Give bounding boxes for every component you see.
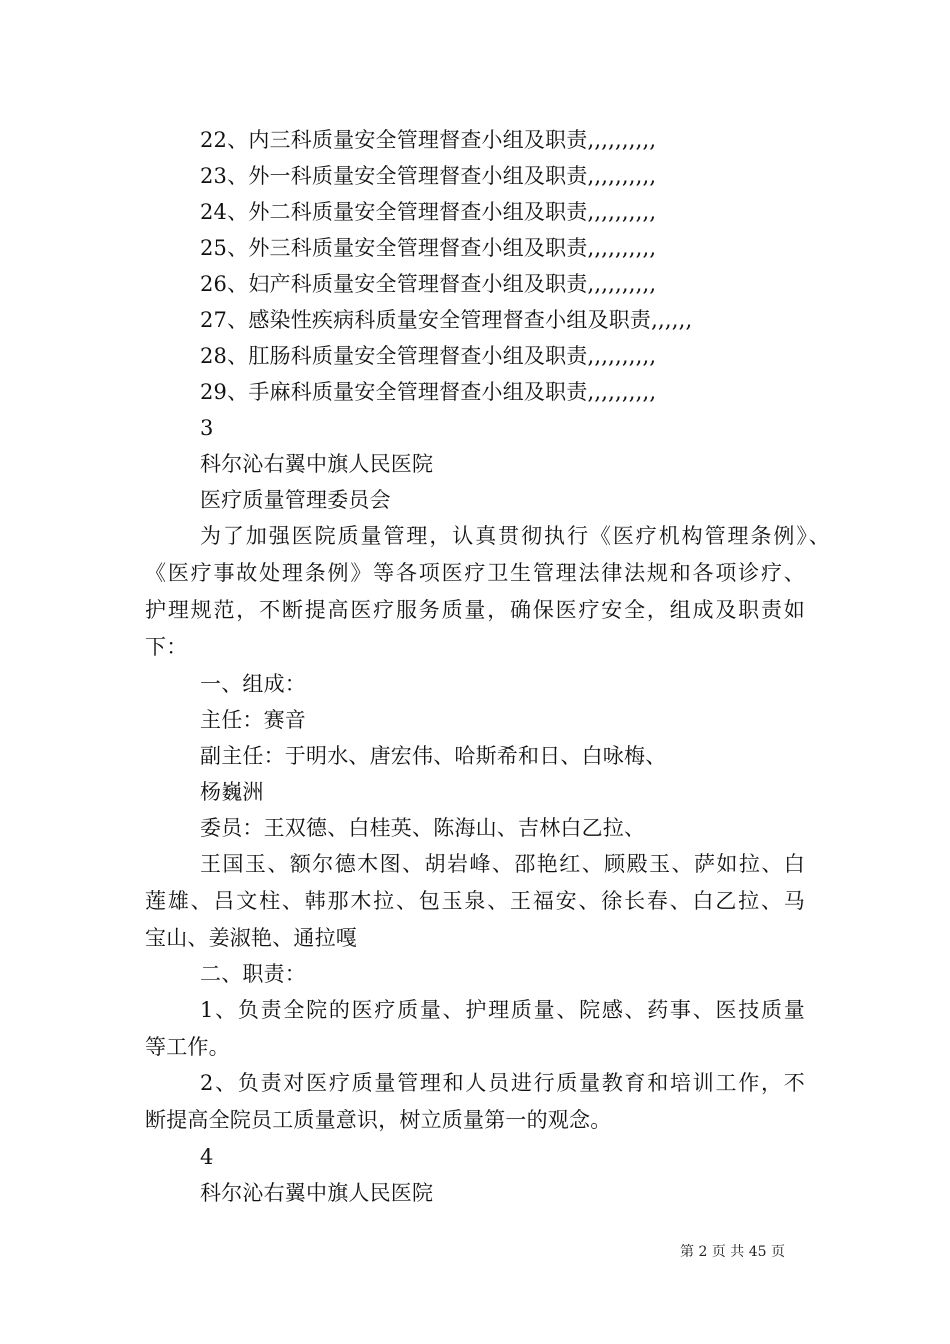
committee-title: 医疗质量管理委员会 [200,488,391,512]
duty-line: 1、负责全院的医疗质量、护理质量、院感、药事、医技质量 [200,998,805,1022]
members-line: 宝山、姜淑艳、通拉嘎 [145,926,357,950]
intro-line: 为了加强医院质量管理，认真贯彻执行《医疗机构管理条例》、 [200,524,830,548]
director: 主任：赛音 [200,708,306,732]
hospital-name: 科尔沁右翼中旗人民医院 [200,1181,434,1205]
section-heading: 二、职责： [200,962,306,986]
members-line: 王国玉、额尔德木图、胡岩峰、邵艳红、顾殿玉、萨如拉、白 [200,852,805,876]
toc-entry: 25、外三科质量安全管理督查小组及职责,,,,,,,,,, [200,236,657,260]
toc-entry: 22、内三科质量安全管理督查小组及职责,,,,,,,,,, [200,128,657,152]
toc-entry: 27、感染性疾病科质量安全管理督查小组及职责,,,,,, [200,308,693,332]
toc-entry: 29、手麻科质量安全管理督查小组及职责,,,,,,,,,, [200,380,657,404]
toc-entry: 23、外一科质量安全管理督查小组及职责,,,,,,,,,, [200,164,657,188]
page-marker: 3 [200,416,214,440]
duty-line: 断提高全院员工质量意识，树立质量第一的观念。 [145,1108,612,1132]
members-line: 委员：王双德、白桂英、陈海山、吉林白乙拉、 [200,816,646,840]
deputy-directors: 副主任：于明水、唐宏伟、哈斯希和日、白咏梅、 [200,744,667,768]
page-marker: 4 [200,1145,214,1169]
duty-line: 2、负责对医疗质量管理和人员进行质量教育和培训工作，不 [200,1071,805,1095]
toc-entry: 26、妇产科质量安全管理督查小组及职责,,,,,,,,,, [200,272,657,296]
deputy-directors-cont: 杨巍洲 [200,780,264,804]
intro-line: 护理规范，不断提高医疗服务质量，确保医疗安全，组成及职责如 [145,598,805,622]
toc-entry: 24、外二科质量安全管理督查小组及职责,,,,,,,,,, [200,200,657,224]
intro-line: 下： [145,635,188,659]
page-footer: 第 2 页 共 45 页 [680,1244,785,1260]
members-line: 莲雄、吕文柱、韩那木拉、包玉泉、王福安、徐长春、白乙拉、马 [145,889,805,913]
section-heading: 一、组成： [200,672,306,696]
toc-entry: 28、肛肠科质量安全管理督查小组及职责,,,,,,,,,, [200,344,657,368]
duty-line: 等工作。 [145,1035,230,1059]
hospital-name: 科尔沁右翼中旗人民医院 [200,452,434,476]
intro-line: 《医疗事故处理条例》等各项医疗卫生管理法律法规和各项诊疗、 [145,561,805,585]
